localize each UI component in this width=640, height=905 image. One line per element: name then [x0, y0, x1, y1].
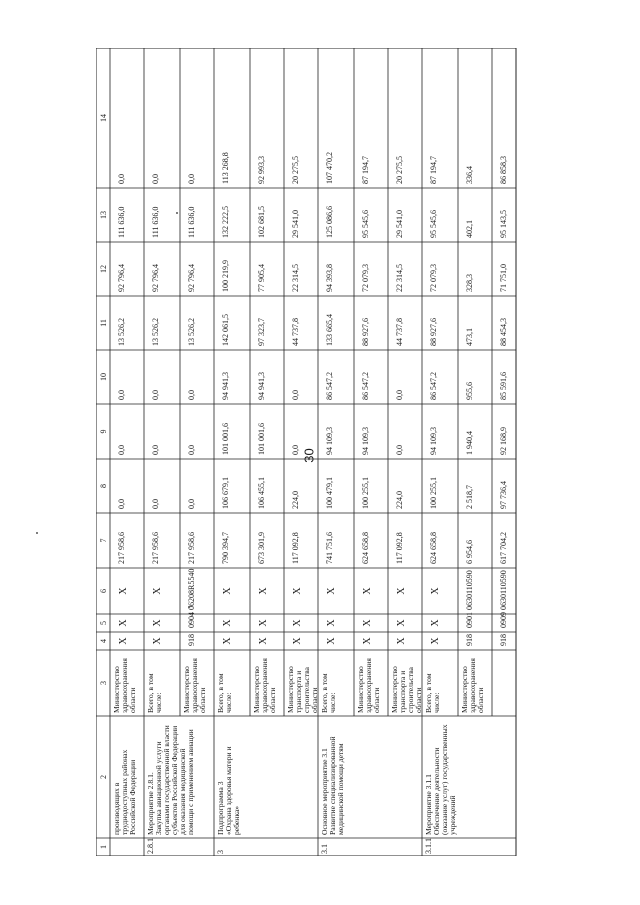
cell-c7: 790 394,7	[221, 532, 230, 564]
cell-c4: 918	[499, 634, 508, 646]
cell-c6: X	[326, 587, 337, 595]
row-title-line: Подпрограмма 3	[216, 781, 225, 835]
column-number-2: 2	[99, 775, 108, 779]
cell-c4: X	[258, 637, 269, 645]
cell-c9: 0,0	[291, 445, 300, 455]
row-title-line: Развитие специализированной	[328, 736, 337, 835]
cell-c10: 0,0	[187, 390, 196, 400]
cell-c5: 0904	[187, 612, 196, 628]
column-number-10: 10	[99, 373, 108, 381]
cell-c6: X	[430, 587, 441, 595]
cell-c4: 918	[187, 634, 196, 646]
cell-c11: 88 927,6	[429, 318, 438, 346]
cell-c7: 617 704,2	[499, 532, 508, 564]
row-number: 2.8.1	[146, 838, 155, 854]
executor-line: Всего, в том	[424, 673, 433, 713]
cell-c6: X	[362, 587, 373, 595]
cell-c8: 100 479,1	[325, 477, 334, 509]
row-title-line: «Охрана здоровья матери и	[224, 746, 233, 835]
cell-c12: 72 079,3	[429, 264, 438, 292]
cell-c8: 106 455,1	[257, 477, 266, 509]
row-title-line: для оказания медицинской	[178, 748, 187, 835]
cell-c5: X	[430, 619, 441, 627]
cell-c11: 44 737,8	[395, 318, 404, 346]
cell-c9: 92 168,9	[499, 427, 508, 455]
cell-c14: 107 470,2	[325, 152, 334, 184]
cell-c4: 918	[465, 634, 474, 646]
cell-c13: 111 636,0	[187, 206, 196, 238]
executor-line: Министерство	[390, 666, 399, 713]
executor-line: транспорта и	[294, 670, 303, 713]
cell-c9: 94 109,3	[429, 427, 438, 455]
cell-c5: X	[396, 619, 407, 627]
row-number: 3.1	[320, 844, 329, 854]
cell-c6: 06208R5540	[187, 568, 196, 610]
executor-line: области	[414, 687, 423, 713]
column-number-6: 6	[99, 589, 108, 593]
cell-c4: X	[362, 637, 373, 645]
cell-c14: 87 194,7	[429, 156, 438, 184]
row-number: 3.1.1	[424, 838, 433, 854]
cell-c9: 94 109,3	[325, 427, 334, 455]
row-title-line: Основное мероприятие 3.1	[320, 748, 329, 835]
cell-c11: 88 454,3	[499, 318, 508, 346]
cell-c13: 132 222,5	[221, 206, 230, 238]
cell-c14: 86 858,3	[499, 156, 508, 184]
budget-table	[96, 48, 532, 856]
executor-line: Министерство	[112, 666, 121, 713]
cell-c14: 87 194,7	[361, 156, 370, 184]
cell-c7: 741 751,6	[325, 532, 334, 564]
cell-c12: 92 796,4	[151, 264, 160, 292]
cell-c8: 106 679,1	[221, 477, 230, 509]
cell-c8: 224,0	[291, 491, 300, 509]
cell-c11: 133 665,4	[325, 314, 334, 346]
cell-c14: 0,0	[117, 174, 126, 184]
cell-c13: 402,1	[465, 220, 474, 238]
row-title-line: Мероприятие 2.8.1.	[146, 772, 155, 835]
cell-c8: 224,0	[395, 491, 404, 509]
cell-c11: 13 526,2	[151, 318, 160, 346]
cell-c10: 0,0	[395, 390, 404, 400]
executor-line: числе:	[328, 692, 337, 713]
cell-c4: X	[222, 637, 233, 645]
row-title-line: Закупка авиационной услуги	[154, 741, 163, 835]
cell-c12: 92 796,4	[187, 264, 196, 292]
executor-line: строительства	[302, 667, 311, 713]
cell-c5: X	[258, 619, 269, 627]
cell-c13: 29 541,0	[395, 210, 404, 238]
cell-c9: 0,0	[117, 445, 126, 455]
cell-c12: 22 314,5	[395, 264, 404, 292]
cell-c6: X	[152, 587, 163, 595]
cell-c8: 0,0	[117, 499, 126, 509]
cell-c5: X	[222, 619, 233, 627]
cell-c5: X	[118, 619, 129, 627]
cell-c6: 0630110590	[499, 570, 508, 610]
row-title-line: медицинской помощи детям	[336, 743, 345, 835]
cell-c10: 86 547,2	[361, 372, 370, 400]
column-number-9: 9	[99, 429, 108, 434]
executor-line: области	[198, 687, 207, 713]
cell-c14: 336,4	[465, 166, 474, 184]
cell-c14: 0,0	[187, 174, 196, 184]
cell-c10: 86 547,2	[325, 372, 334, 400]
cell-c5: 0901	[465, 612, 474, 628]
cell-c13: 102 681,5	[257, 206, 266, 238]
column-number-1: 1	[99, 845, 108, 849]
cell-c8: 100 255,1	[361, 477, 370, 509]
cell-c10: 86 547,2	[429, 372, 438, 400]
executor-line: Министерство	[252, 666, 261, 713]
cell-c9: 94 109,3	[361, 427, 370, 455]
cell-c13: 111 636,0	[151, 206, 160, 238]
executor-line: здравоохранения	[468, 658, 477, 713]
cell-c7: 624 658,8	[429, 532, 438, 564]
executor-line: здравоохранения	[190, 658, 199, 713]
cell-c8: 2 518,7	[465, 485, 474, 509]
cell-c10: 94 941,3	[221, 372, 230, 400]
executor-line: области	[310, 687, 319, 713]
cell-c7: 6 954,6	[465, 540, 474, 564]
cell-c14: 20 275,5	[291, 156, 300, 184]
cell-c8: 0,0	[151, 499, 160, 509]
cell-c12: 94 393,8	[325, 264, 334, 292]
cell-c7: 117 092,8	[291, 532, 300, 564]
cell-c13: 95 545,6	[361, 210, 370, 238]
column-number-13: 13	[99, 211, 108, 219]
cell-c7: 117 092,8	[395, 532, 404, 564]
cell-c11: 13 526,2	[187, 318, 196, 346]
executor-line: транспорта и	[398, 670, 407, 713]
cell-c5: X	[362, 619, 373, 627]
executor-line: области	[128, 687, 137, 713]
cell-c11: 88 927,6	[361, 318, 370, 346]
cell-c4: X	[326, 637, 337, 645]
column-number-7: 7	[99, 538, 108, 543]
cell-c4: X	[430, 637, 441, 645]
cell-c10: 955,6	[465, 382, 474, 400]
rotated-table-sheet	[96, 48, 532, 856]
row-title-line: труднодоступных районах	[120, 749, 129, 835]
cell-c6: X	[222, 587, 233, 595]
cell-c6: 0630110590	[465, 570, 474, 610]
cell-c12: 77 905,4	[257, 264, 266, 292]
cell-c10: 85 591,6	[499, 372, 508, 400]
row-title-line: помощи с применением авиации	[186, 729, 195, 835]
cell-c13: 95 545,6	[429, 210, 438, 238]
cell-c12: 72 079,3	[361, 264, 370, 292]
column-number-8: 8	[99, 484, 108, 488]
cell-c9: 1 940,4	[465, 431, 474, 455]
cell-c10: 0,0	[117, 390, 126, 400]
row-title-line: Обеспечение деятельности	[432, 747, 441, 835]
executor-line: числе:	[224, 692, 233, 713]
executor-line: Министерство	[286, 666, 295, 713]
cell-c13: 29 541,0	[291, 210, 300, 238]
executor-line: области	[268, 687, 277, 713]
column-number-11: 11	[99, 319, 108, 327]
row-number: 3	[216, 850, 225, 854]
cell-c11: 97 323,7	[257, 318, 266, 346]
cell-c6: X	[118, 587, 129, 595]
cell-c12: 328,3	[465, 274, 474, 292]
cell-c12: 71 751,0	[499, 264, 508, 292]
cell-c5: X	[292, 619, 303, 627]
column-number-14: 14	[99, 114, 108, 122]
cell-c14: 92 993,3	[257, 156, 266, 184]
executor-line: Всего, в том	[146, 673, 155, 713]
executor-line: области	[372, 687, 381, 713]
row-title-line: производящих в	[112, 782, 121, 835]
cell-c11: 13 526,2	[117, 318, 126, 346]
cell-c12: 22 314,5	[291, 264, 300, 292]
row-title-line: органами государственной власти	[162, 725, 171, 835]
column-number-4: 4	[99, 639, 108, 643]
cell-c6: X	[396, 587, 407, 595]
executor-line: Министерство	[460, 666, 469, 713]
row-title-line: ребенка»	[232, 805, 241, 835]
cell-c9: 0,0	[395, 445, 404, 455]
scan-speck	[36, 532, 38, 534]
column-number-12: 12	[99, 265, 108, 273]
cell-c13: 125 086,6	[325, 206, 334, 238]
cell-c4: X	[396, 637, 407, 645]
cell-c11: 44 737,8	[291, 318, 300, 346]
cell-c11: 473,1	[465, 328, 474, 346]
row-title-line: Российской Федерации	[128, 759, 137, 835]
cell-c14: 113 268,8	[221, 152, 230, 184]
cell-c7: 217 958,6	[151, 532, 160, 564]
row-title-line: Мероприятие 3.1.1	[424, 774, 433, 835]
cell-c8: 97 736,4	[499, 481, 508, 509]
cell-c5: X	[152, 619, 163, 627]
column-number-3: 3	[99, 681, 108, 685]
row-title-line: субъектов Российской Федерации	[170, 725, 179, 835]
cell-c9: 0,0	[187, 445, 196, 455]
cell-c12: 92 796,4	[117, 264, 126, 292]
cell-c11: 142 061,5	[221, 314, 230, 346]
cell-c7: 217 958,6	[117, 532, 126, 564]
cell-c4: X	[118, 637, 129, 645]
cell-c5: X	[326, 619, 337, 627]
cell-c13: 111 636,0	[117, 206, 126, 238]
cell-c5: 0909	[499, 612, 508, 628]
executor-line: числе:	[432, 692, 441, 713]
cell-c6: X	[292, 587, 303, 595]
column-number-5: 5	[99, 621, 108, 625]
executor-line: области	[476, 687, 485, 713]
executor-line: Министерство	[182, 666, 191, 713]
cell-c4: X	[292, 637, 303, 645]
executor-line: здравоохранения	[120, 658, 129, 713]
cell-c6: X	[258, 587, 269, 595]
cell-c4: X	[152, 637, 163, 645]
cell-c12: 100 219,9	[221, 260, 230, 292]
cell-c14: 20 275,5	[395, 156, 404, 184]
cell-c9: 0,0	[151, 445, 160, 455]
cell-c13: 95 143,5	[499, 210, 508, 238]
cell-c14: 0,0	[151, 174, 160, 184]
executor-line: здравоохранения	[364, 658, 373, 713]
row-title-line: учреждений	[448, 795, 457, 835]
cell-c8: 100 255,1	[429, 477, 438, 509]
executor-line: Министерство	[356, 666, 365, 713]
executor-line: Всего, в том	[320, 673, 329, 713]
cell-c9: 101 001,6	[221, 423, 230, 455]
executor-line: Всего, в том	[216, 673, 225, 713]
cell-c7: 673 301,9	[257, 532, 266, 564]
executor-line: строительства	[406, 667, 415, 713]
cell-c10: 0,0	[151, 390, 160, 400]
cell-c9: 101 001,6	[257, 423, 266, 455]
cell-c7: 217 958,6	[187, 532, 196, 564]
cell-c10: 94 941,3	[257, 372, 266, 400]
cell-c8: 0,0	[187, 499, 196, 509]
executor-line: здравоохранения	[260, 658, 269, 713]
cell-c10: 0,0	[291, 390, 300, 400]
page-number: 30	[301, 448, 317, 463]
executor-line: числе:	[154, 692, 163, 713]
cell-c7: 624 658,8	[361, 532, 370, 564]
row-title-line: (оказание услуг) государственных	[440, 724, 449, 835]
